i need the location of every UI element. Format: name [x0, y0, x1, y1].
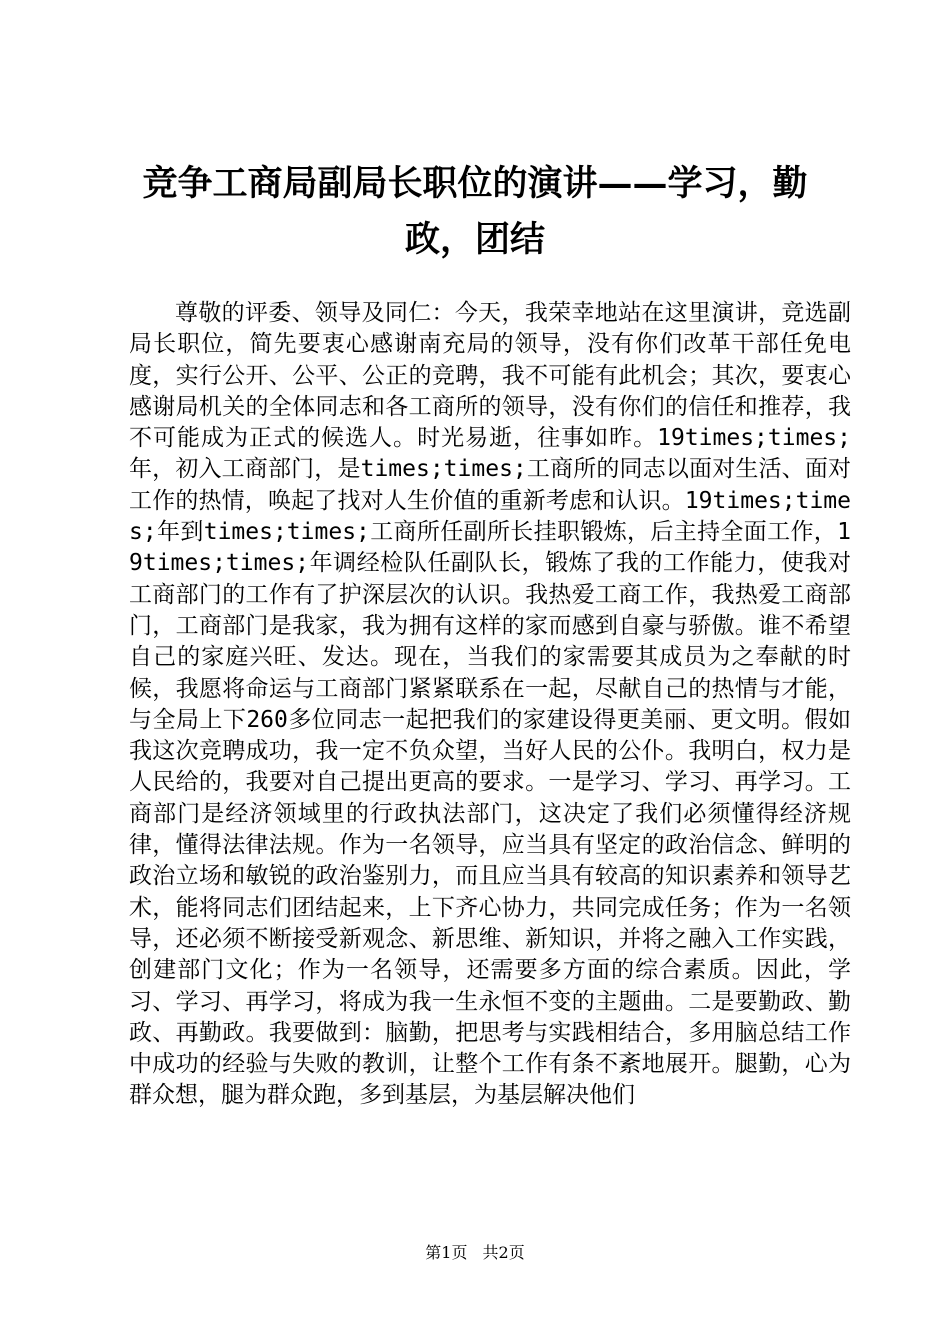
document-body: 尊敬的评委、领导及同仁：今天，我荣幸地站在这里演讲，竞选副局长职位，简先要衷心感谢南充局的领导，没有你们改革干部任免电度，实行公开、公平、公正的竞聘，我不可能有此机会；其次，要衷心感谢局机关的全体同志和各工商所的领导，没有你们的信任和推荐，我不可能成为正式的候选人。时光易逝，往事如昨。19times;times;年，初入工商部门，是times;times;工商所的同志以面对生活、面对工作的热情，唤起了找对人生价值的重新考虑和认识。19times;times;年到times;times;工商所任副所长挂职锻炼，后主持全面工作，19times;times;年调经检队任副队长，锻炼了我的工作能力，使我对工商部门的工作有了护深层次的认识。我热爱工商工作，我热爱工商部门，工商部门是我家，我为拥有这样的家而感到自豪与骄傲。谁不希望自己的家庭兴旺、发达。现在，当我们的家需要其成员为之奉献的时候，我愿将命运与工商部门紧紧联系在一起，尽献自己的热情与才能，与全局上下260多位同志一起把我们的家建设得更美丽、更文明。假如我这次竞聘成功，我一定不负众望，当好人民的公仆。我明白，权力是人民给的，我要对自己提出更高的要求。一是学习、学习、再学习。工商部门是经济领域里的行政执法部门，这决定了我们必须懂得经济规律，懂得法律法规。作为一名领导，应当具有坚定的政治信念、鲜明的政治立场和敏锐的政治鉴别力，而且应当具有较高的知识素养和领导艺术，能将同志们团结起来，上下齐心协力，共同完成任务；作为一名领导，还必须不断接受新观念、新思维、新知识，并将之融入工作实践，创建部门文化；作为一名领导，还需要多方面的综合素质。因此，学习、学习、再学习，将成为我一生永恒不变的主题曲。二是要勤政、勤政、再勤政。我要做到：脑勤，把思考与实践相结合，多用脑总结工作中成功的经验与失败的教训，让整个工作有条不紊地展开。腿勤，心为群众想，腿为群众跑，多到基层，为基层解决他们 — [129, 300, 851, 1109]
page-footer — [0, 1243, 950, 1263]
page-number-total: 共2页 — [482, 1243, 525, 1262]
document-title: 竞争工商局副局长职位的演讲——学习，勤政，团结 — [142, 163, 808, 260]
page-number-current: 第1页 — [425, 1243, 468, 1262]
